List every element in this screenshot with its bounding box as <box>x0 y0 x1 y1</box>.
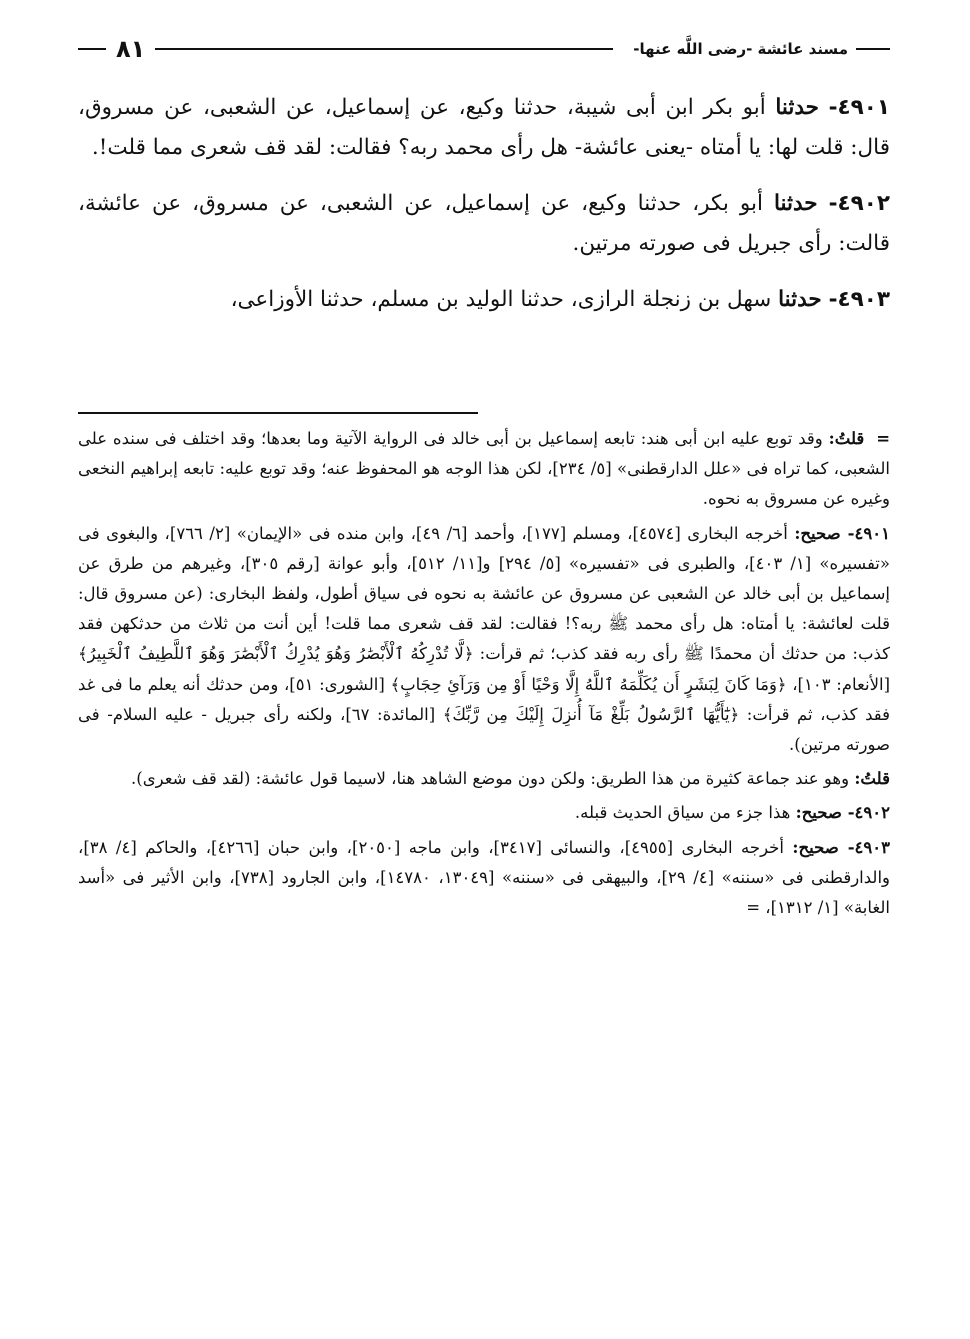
header-title: مسند عائشة -رضى اللَّه عنها- <box>633 40 848 58</box>
hadith-text: أبو بكر، حدثنا وكيع، عن إسماعيل، عن الشعبى، عن مسروق، عن عائشة، قالت: رأى جبريل فى صورته مرتين. <box>78 191 890 256</box>
footnote-text: وقد توبع عليه ابن أبى هند: تابعه إسماعيل بن أبى خالد فى الرواية الآتية وما بعدها؛ وقد اختلف فى سنده على الشعبى، كما تراه فى «علل الدارقطنى» [٥/ ٢٣٤]، لكن هذا الوجه هو المحفوظ عنه؛ وقد توبع عليه: تابعه إبراهيم النخعى وغيره عن مسروق به نحوه. <box>78 429 890 509</box>
hadith-lead: حدثنا <box>775 95 819 120</box>
footnote-continuation <box>78 424 890 515</box>
book-page <box>78 26 890 1316</box>
footnote-comment <box>78 764 890 794</box>
footnote-keyword: ٤٩٠٣- صحيح: <box>792 837 890 857</box>
footnote-text: هذا جزء من سياق الحديث قبله. <box>574 803 791 823</box>
footnote-keyword: ٤٩٠٢- صحيح: <box>795 803 890 823</box>
footnote-keyword: قلتُ: <box>828 429 865 448</box>
hadith-text: أبو بكر ابن أبى شيبة، حدثنا وكيع، عن إسماعيل، عن الشعبى، عن مسروق، قال: قلت لها: يا أمتاه -يعنى عائشة- هل رأى محمد ربه؟ فقالت: لقد قف شعرى مما قلت!. <box>78 95 890 160</box>
footnote-text: أخرجه البخارى [٤٥٧٤]، ومسلم [١٧٧]، وأحمد [٦/ ٤٩]، وابن منده فى «الإيمان» [٢/ ٧٦٦]، والبغوى فى «تفسيره» [١/ ٤٠٣]، والطبرى فى «تفسيره» [٥/ ٢٩٤] و[١١/ ٥١٢]، وأبو عوانة [رقم ٣٠٥]، وغيرهم من طرق عن إسماعيل بن أبى خالد عن الشعبى عن مسروق عن عائشة به نحوه فى سياق أطول، ولفظ البخارى: (عن مسروق قال: قلت لعائشة: يا أمتاه: هل رأى محمد ﷺ ربه؟! فقالت: لقد قف شعرى مما قلت! أين أنت من ثلاث من حدثكهن فقد كذب: من حدثك أن محمدًا ﷺ رأى ربه فقد كذب؛ ثم قرأت: ﴿لَّا تُدْرِكُهُ ٱلْأَبْصَٰرُ وَهُوَ يُدْرِكُ ٱلْأَبْصَٰرَ وَهُوَ ٱللَّطِيفُ ٱلْخَبِيرُ﴾ [الأنعام: ١٠٣]، ﴿وَمَا كَانَ لِبَشَرٍ أَن يُكَلِّمَهُ ٱللَّهُ إِلَّا وَحْيًا أَوْ مِن وَرَآئِ حِجَابٍ﴾ [الشورى: ٥١]، ومن حدثك أنه يعلم ما فى غد فقد كذب، ثم قرأت: ﴿يَٰٓأَيُّهَا ٱلرَّسُولُ بَلِّغْ مَآ أُنزِلَ إِلَيْكَ مِن رَّبِّكَ﴾ [المائدة: ٦٧]، ولكنه رأى جبريل - عليه السلام- فى صورته مرتين). <box>78 523 891 755</box>
hadith-lead: حدثنا <box>773 191 818 216</box>
header-dash-left <box>78 48 106 50</box>
hadith-4901 <box>78 88 890 168</box>
continuation-marker: = <box>876 429 891 448</box>
hadith-number: ٤٩٠٢- <box>828 191 890 216</box>
page-number: ٨١ <box>116 35 146 63</box>
hadith-number: ٤٩٠٣- <box>828 287 890 312</box>
hadith-lead: حدثنا <box>778 287 822 312</box>
hadith-text: سهل بن زنجلة الرازى، حدثنا الوليد بن مسلم، حدثنا الأوزاعى، <box>230 287 772 312</box>
hadith-4903 <box>78 280 890 320</box>
header-rule <box>155 48 613 50</box>
running-header <box>78 36 890 62</box>
footnotes <box>78 424 890 927</box>
main-text <box>78 88 890 336</box>
hadith-number: ٤٩٠١- <box>828 95 891 120</box>
footnote-text: أخرجه البخارى [٤٩٥٥]، والنسائى [٣٤١٧]، وابن ماجه [٢٠٥٠]، وابن حبان [٤٢٦٦]، والحاكم [٤/ ٣٨]، والدارقطنى فى «سننه» [٤/ ٢٩]، والبيهقى فى «سننه» [١٣٠٤٩، ١٤٧٨٠]، وابن الجارود [٧٣٨]، وابن الأثير فى «أسد الغابة» [١/ ١٣١٢]، = <box>78 837 890 918</box>
footnote-text: وهو عند جماعة كثيرة من هذا الطريق: ولكن دون موضع الشاهد هنا، لاسيما قول عائشة: (لقد قف شعرى). <box>131 769 850 789</box>
footnote-4901 <box>78 519 890 761</box>
header-dash-right <box>856 48 890 50</box>
footnote-keyword: قلتُ: <box>854 769 890 789</box>
footnote-separator <box>78 412 478 414</box>
footnote-4902 <box>78 798 890 828</box>
footnote-4903 <box>78 833 890 924</box>
footnote-keyword: ٤٩٠١- صحيح: <box>794 523 890 543</box>
hadith-4902 <box>78 184 890 264</box>
